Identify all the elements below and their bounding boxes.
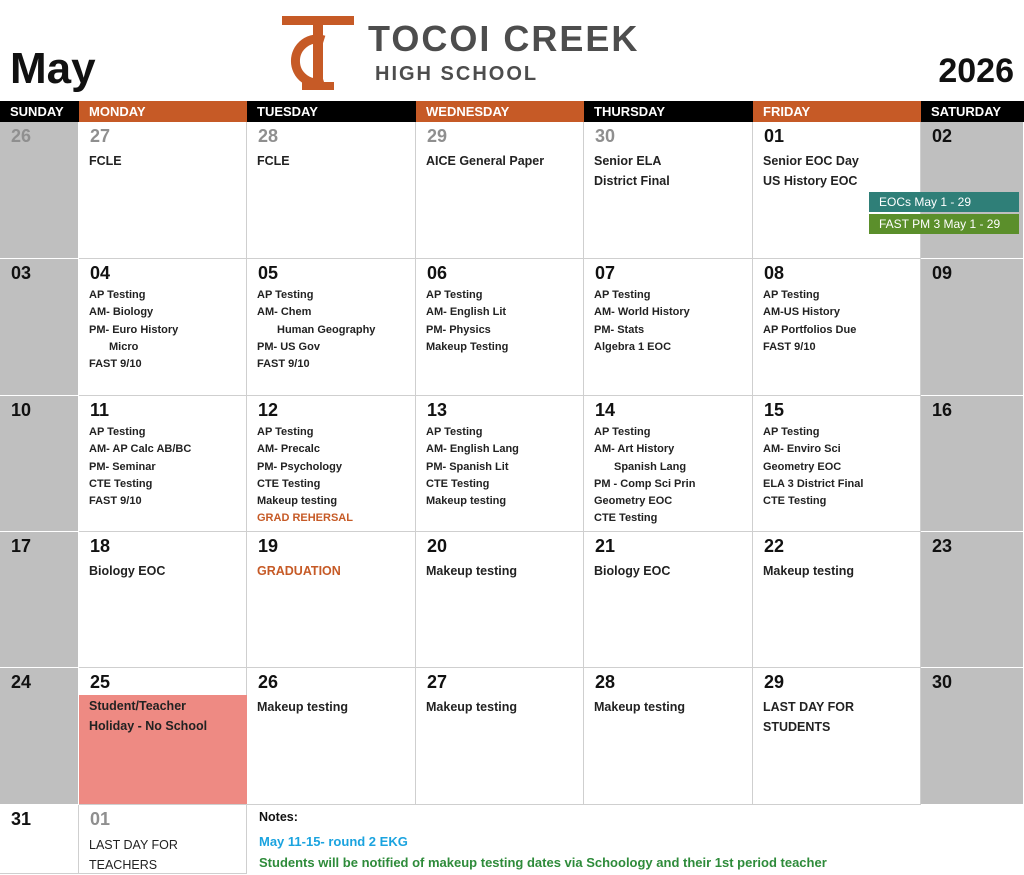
event-list <box>257 561 341 581</box>
event-text: AP Testing <box>594 426 651 438</box>
day-cell <box>921 396 1024 532</box>
day-cell <box>416 668 584 805</box>
event-text: Biology EOC <box>594 564 671 578</box>
event-text: GRADUATION <box>257 564 341 578</box>
day-number: 10 <box>11 400 32 420</box>
day-cell <box>921 122 1024 259</box>
event-text: PM- Stats <box>594 323 645 336</box>
day-number: 01 <box>90 809 111 829</box>
day-cell <box>247 259 416 396</box>
year-title: 2026 <box>938 52 1014 90</box>
event-list <box>89 287 178 373</box>
event-text: FAST 9/10 <box>763 340 816 353</box>
event-text: Makeup testing <box>426 700 517 714</box>
day-cell <box>0 122 79 259</box>
event-text: PM- Physics <box>426 323 491 336</box>
event-text: FCLE <box>257 154 290 168</box>
day-cell <box>79 532 247 668</box>
day-cell <box>247 396 416 532</box>
event-list <box>763 561 854 581</box>
event-list <box>89 151 122 171</box>
event-text: Biology EOC <box>89 564 166 578</box>
event-text: Spanish Lang <box>614 460 687 473</box>
day-number: 26 <box>258 672 279 692</box>
event-text: Algebra 1 EOC <box>594 340 672 353</box>
event-text: GRAD REHERSAL <box>257 512 353 525</box>
day-number: 28 <box>595 672 616 692</box>
day-number: 12 <box>258 400 279 420</box>
day-cell <box>247 532 416 668</box>
event-text: PM- Psychology <box>257 460 342 473</box>
day-cell <box>921 668 1024 805</box>
event-text: AP Testing <box>257 289 314 301</box>
event-text: AICE General Paper <box>426 154 545 168</box>
event-list <box>426 151 544 171</box>
event-list <box>89 561 165 581</box>
day-cell <box>0 396 79 532</box>
event-text: LAST DAY FOR <box>763 700 854 714</box>
day-cell <box>921 259 1024 396</box>
day-number: 25 <box>90 672 111 692</box>
event-text: AP Testing <box>594 289 651 301</box>
day-number: 02 <box>932 126 953 146</box>
day-number: 30 <box>595 126 616 146</box>
day-cell <box>416 396 584 532</box>
event-list <box>89 835 178 875</box>
event-text: PM- Spanish Lit <box>426 460 509 473</box>
fast-window-banner: FAST PM 3 May 1 - 29 <box>869 214 1019 234</box>
event-text: AM- Enviro Sci <box>763 443 841 456</box>
event-text: Makeup Testing <box>426 340 509 353</box>
event-text: STUDENTS <box>763 720 831 734</box>
day-cell <box>584 122 753 259</box>
event-text: CTE Testing <box>594 512 658 525</box>
day-cell <box>753 532 921 668</box>
weekday-wednesday: WEDNESDAY <box>416 101 584 122</box>
day-cell <box>0 668 79 805</box>
note-makeup: Students will be notified of makeup testing dates via Schoology and their 1st period teacher <box>259 855 827 870</box>
day-cell <box>0 259 79 396</box>
day-number: 19 <box>258 536 279 556</box>
event-list <box>426 287 508 356</box>
day-number: 24 <box>11 672 32 692</box>
event-text: ELA 3 District Final <box>763 477 864 490</box>
day-cell <box>79 396 247 532</box>
day-number: 07 <box>595 263 616 283</box>
event-text: Senior EOC Day <box>763 154 859 168</box>
day-number: 13 <box>427 400 448 420</box>
event-text: Makeup testing <box>763 564 854 578</box>
event-text: FCLE <box>89 154 122 168</box>
day-number: 20 <box>427 536 448 556</box>
event-list <box>594 697 685 717</box>
day-cell <box>79 122 247 259</box>
weekday-friday: FRIDAY <box>753 101 921 122</box>
event-list <box>257 697 348 717</box>
event-list <box>594 561 670 581</box>
day-cell <box>79 805 247 874</box>
event-text: AP Testing <box>426 426 483 438</box>
day-cell <box>416 259 584 396</box>
event-text: TEACHERS <box>89 858 158 872</box>
day-number: 06 <box>427 263 448 283</box>
event-list <box>89 424 191 510</box>
event-list <box>594 151 670 191</box>
event-text: Holiday - No School <box>89 719 208 733</box>
day-number: 09 <box>932 263 953 283</box>
event-list <box>763 151 859 191</box>
day-number: 04 <box>90 263 111 283</box>
event-text: FAST 9/10 <box>89 358 142 371</box>
event-text: AM- Precalc <box>257 443 320 456</box>
day-number: 03 <box>11 263 32 283</box>
day-number: 30 <box>932 672 953 692</box>
event-text: AP Testing <box>257 426 314 438</box>
event-text: US History EOC <box>763 174 858 188</box>
day-cell <box>247 668 416 805</box>
eoc-window-banner: EOCs May 1 - 29 <box>869 192 1019 212</box>
event-list <box>763 287 856 356</box>
event-list <box>257 151 290 171</box>
day-number: 23 <box>932 536 953 556</box>
day-cell <box>921 532 1024 668</box>
day-number: 16 <box>932 400 953 420</box>
day-number: 01 <box>764 126 785 146</box>
event-text: AP Testing <box>426 289 483 301</box>
day-cell <box>584 668 753 805</box>
day-cell <box>247 122 416 259</box>
day-number: 26 <box>11 126 32 146</box>
day-cell <box>0 805 79 874</box>
event-text: AP Testing <box>763 289 820 301</box>
event-text: District Final <box>594 174 670 188</box>
event-text: AM- Chem <box>257 306 312 319</box>
event-text: Geometry EOC <box>763 460 842 473</box>
event-text: CTE Testing <box>426 477 490 490</box>
day-cell <box>0 532 79 668</box>
day-number: 27 <box>90 126 111 146</box>
weekday-thursday: THURSDAY <box>584 101 753 122</box>
event-list <box>763 424 863 510</box>
day-number: 29 <box>427 126 448 146</box>
event-list <box>257 424 353 528</box>
event-text: AM- AP Calc AB/BC <box>89 443 192 456</box>
day-number: 18 <box>90 536 111 556</box>
weekday-tuesday: TUESDAY <box>247 101 416 122</box>
event-text: PM- Euro History <box>89 323 179 336</box>
event-text: AP Portfolios Due <box>763 323 857 336</box>
day-number: 22 <box>764 536 785 556</box>
event-text: Geometry EOC <box>594 495 673 508</box>
event-text: LAST DAY FOR <box>89 838 178 852</box>
day-number: 05 <box>258 263 279 283</box>
event-text: FAST 9/10 <box>257 358 310 371</box>
day-cell <box>753 122 921 259</box>
event-text: AM- English Lit <box>426 306 507 319</box>
event-text: AM- Art History <box>594 443 675 456</box>
event-list <box>257 287 375 373</box>
event-text: PM- Seminar <box>89 460 156 473</box>
day-number: 28 <box>258 126 279 146</box>
day-number: 11 <box>90 400 110 420</box>
school-subtitle: HIGH SCHOOL <box>375 63 539 85</box>
day-cell <box>416 122 584 259</box>
day-cell <box>584 532 753 668</box>
day-cell <box>584 259 753 396</box>
day-number: 29 <box>764 672 785 692</box>
event-text: AP Testing <box>89 289 146 301</box>
event-text: CTE Testing <box>763 495 827 508</box>
event-list <box>594 287 690 356</box>
event-text: AP Testing <box>763 426 820 438</box>
event-list <box>89 696 207 736</box>
event-text: PM- US Gov <box>257 340 320 353</box>
event-text: AP Testing <box>89 426 146 438</box>
weekday-saturday: SATURDAY <box>921 101 1024 122</box>
weekday-monday: MONDAY <box>79 101 247 122</box>
day-cell <box>584 396 753 532</box>
event-text: AM- World History <box>594 306 690 319</box>
event-text: Human Geography <box>277 323 376 336</box>
day-cell <box>753 396 921 532</box>
event-text: Makeup testing <box>594 700 685 714</box>
day-number: 15 <box>764 400 785 420</box>
event-text: AM-US History <box>763 306 841 319</box>
day-cell <box>753 668 921 805</box>
event-text: Student/Teacher <box>89 699 187 713</box>
event-text: Micro <box>109 340 139 353</box>
event-text: FAST 9/10 <box>89 495 142 508</box>
day-number: 14 <box>595 400 616 420</box>
tc-monogram-logo-icon <box>280 12 360 92</box>
day-number: 27 <box>427 672 448 692</box>
day-number: 17 <box>11 536 32 556</box>
weekday-sunday: SUNDAY <box>0 101 79 122</box>
event-list <box>426 561 517 581</box>
event-text: AM- Biology <box>89 306 154 319</box>
event-text: Makeup testing <box>426 495 507 508</box>
event-list <box>594 424 695 528</box>
day-number: 08 <box>764 263 785 283</box>
day-cell <box>753 259 921 396</box>
day-cell <box>416 532 584 668</box>
school-name: TOCOI CREEK <box>368 18 640 59</box>
event-text: PM - Comp Sci Prin <box>594 477 696 490</box>
event-text: Makeup testing <box>426 564 517 578</box>
event-text: AM- English Lang <box>426 443 519 456</box>
notes-label: Notes: <box>259 810 298 824</box>
note-ekg: May 11-15- round 2 EKG <box>259 834 408 849</box>
month-title: May <box>10 44 96 93</box>
day-number: 31 <box>11 809 32 829</box>
event-text: Makeup testing <box>257 700 348 714</box>
event-list <box>426 424 519 510</box>
day-cell <box>79 259 247 396</box>
event-text: CTE Testing <box>257 477 321 490</box>
event-list <box>426 697 517 717</box>
day-number: 21 <box>595 536 616 556</box>
event-list <box>763 697 854 737</box>
event-text: Senior ELA <box>594 154 662 168</box>
event-text: CTE Testing <box>89 477 153 490</box>
event-text: Makeup testing <box>257 495 338 508</box>
